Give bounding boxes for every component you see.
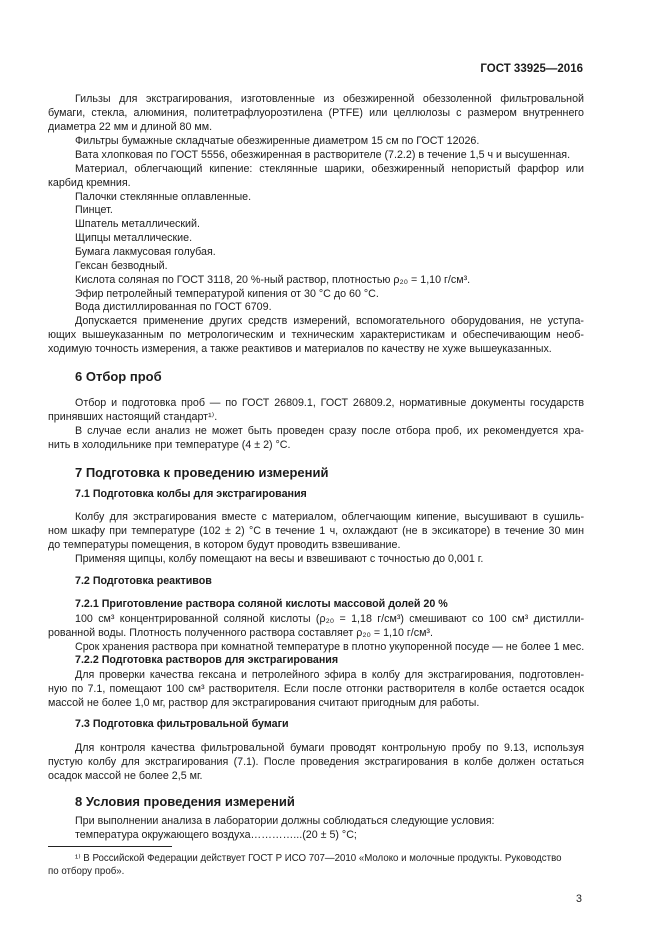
text-line: температура окружающего воздуха…………...(20 ± 5) °С; (75, 829, 357, 841)
text-line: осадок массой не более 2,5 мг. (48, 770, 203, 782)
text-line: ную по 7.1, помещают 100 см³ растворителя. Если после отгонки растворителя в колбе остается осадок (48, 683, 584, 695)
text-line: ном шкафу при температуре (102 ± 2) °С в течение 1 ч, охлаждают (не в эксикаторе) в течение 30 мин (48, 525, 584, 537)
text-line: массой не более 1,0 мг, раствор для экстрагирования считают пригодным для работы. (48, 697, 480, 709)
subsection-heading: 7.2 Подготовка реактивов (75, 575, 212, 587)
text-line: Эфир петролейный температурой кипения от 30 °С до 60 °С. (75, 288, 379, 300)
text-line: Материал, облегчающий кипение: стеклянные шарики, обезжиренный непористый фарфор или (75, 163, 584, 175)
section-heading: 7 Подготовка к проведению измерений (75, 465, 329, 480)
text-line: ходимую точность измерения, а также реактивов и материалов по качеству не хуже вышеуказанных. (48, 343, 552, 355)
text-line: нить в холодильнике при температуре (4 ± 2) °С. (48, 439, 291, 451)
text-line: Шпатель металлический. (75, 218, 200, 230)
text-line: Пинцет. (75, 204, 113, 216)
text-line: Бумага лакмусовая голубая. (75, 246, 216, 258)
text-line: Вода дистиллированная по ГОСТ 6709. (75, 301, 272, 313)
subsection-heading: 7.3 Подготовка фильтровальной бумаги (75, 718, 289, 730)
text-line: Колбу для экстрагирования вместе с материалом, облегчающим кипение, высушивают в сушиль- (75, 511, 584, 523)
footnote-line: по отбору проб». (48, 866, 125, 877)
document-id-header: ГОСТ 33925—2016 (480, 63, 583, 75)
text-line: диаметра 22 мм и длиной 80 мм. (48, 121, 213, 133)
text-line: Срок хранения раствора при комнатной температуре в плотно укупоренной посуде — не более 1 мес. (75, 641, 585, 653)
section-heading: 6 Отбор проб (75, 369, 162, 384)
text-line: бумаги, стекла, алюминия, политетрафлуороэтилена (PTFE) или целлюлозы с размером внутреннего (48, 107, 584, 119)
text-line: Фильтры бумажные складчатые обезжиренные диаметром 15 см по ГОСТ 12026. (75, 135, 480, 147)
text-line: 100 см³ концентрированной соляной кислоты (ρ₂₀ = 1,18 г/см³) смешивают со 100 см³ дистилли- (75, 613, 584, 625)
footnote-line: ¹⁾ В Российской Федерации действует ГОСТ Р ИСО 707—2010 «Молоко и молочные продукты. Руководство (75, 853, 562, 864)
text-line: до температуры помещения, в котором будут проводить взвешивание. (48, 539, 401, 551)
text-line: Для контроля качества фильтровальной бумаги проводят контрольную пробу по 9.13, используя (75, 742, 584, 754)
text-line: Для проверки качества гексана и петролейного эфира в колбу для экстрагирования, подготовлен- (75, 669, 584, 681)
text-line: Гильзы для экстрагирования, изготовленные из обезжиренной обеззоленной фильтровальной (75, 93, 584, 105)
subsection-heading: 7.1 Подготовка колбы для экстрагирования (75, 488, 307, 500)
text-line: Кислота соляная по ГОСТ 3118, 20 %-ный раствор, плотностью ρ₂₀ = 1,10 г/см³. (75, 274, 471, 286)
text-line: В случае если анализ не может быть проведен сразу после отбора проб, их рекомендуется хра- (75, 425, 584, 437)
text-line: пустую колбу для экстрагирования (7.1). После проведения экстрагирования в колбе должен остаться (48, 756, 584, 768)
footnote-separator (48, 846, 172, 847)
text-line: Применяя щипцы, колбу помещают на весы и взвешивают с точностью до 0,001 г. (75, 553, 484, 565)
text-line: Гексан безводный. (75, 260, 168, 272)
page-number: 3 (576, 893, 582, 905)
text-line: При выполнении анализа в лаборатории должны соблюдаться следующие условия: (75, 815, 495, 827)
text-line: рованной воды. Плотность полученного раствора составляет ρ₂₀ = 1,10 г/см³. (48, 627, 433, 639)
text-line: Вата хлопковая по ГОСТ 5556, обезжиренная в растворителе (7.2.2) в течение 1,5 ч и высушенная. (75, 149, 571, 161)
section-heading: 8 Условия проведения измерений (75, 794, 295, 809)
subsection-heading: 7.2.1 Приготовление раствора соляной кислоты массовой долей 20 % (75, 598, 448, 610)
text-line: карбид кремния. (48, 177, 131, 189)
subsection-heading: 7.2.2 Подготовка растворов для экстрагирования (75, 654, 339, 666)
text-line: принявших настоящий стандарт¹⁾. (48, 411, 218, 423)
text-line: Щипцы металлические. (75, 232, 193, 244)
text-line: Палочки стеклянные оплавленные. (75, 191, 252, 203)
text-line: ющих вышеуказанным по метрологическим и техническим характеристикам и обеспечивающим необ- (48, 329, 584, 341)
text-line: Допускается применение других средств измерений, вспомогательного оборудования, не уступа- (75, 315, 584, 327)
text-line: Отбор и подготовка проб — по ГОСТ 26809.1, ГОСТ 26809.2, нормативные документы государств (75, 397, 584, 409)
